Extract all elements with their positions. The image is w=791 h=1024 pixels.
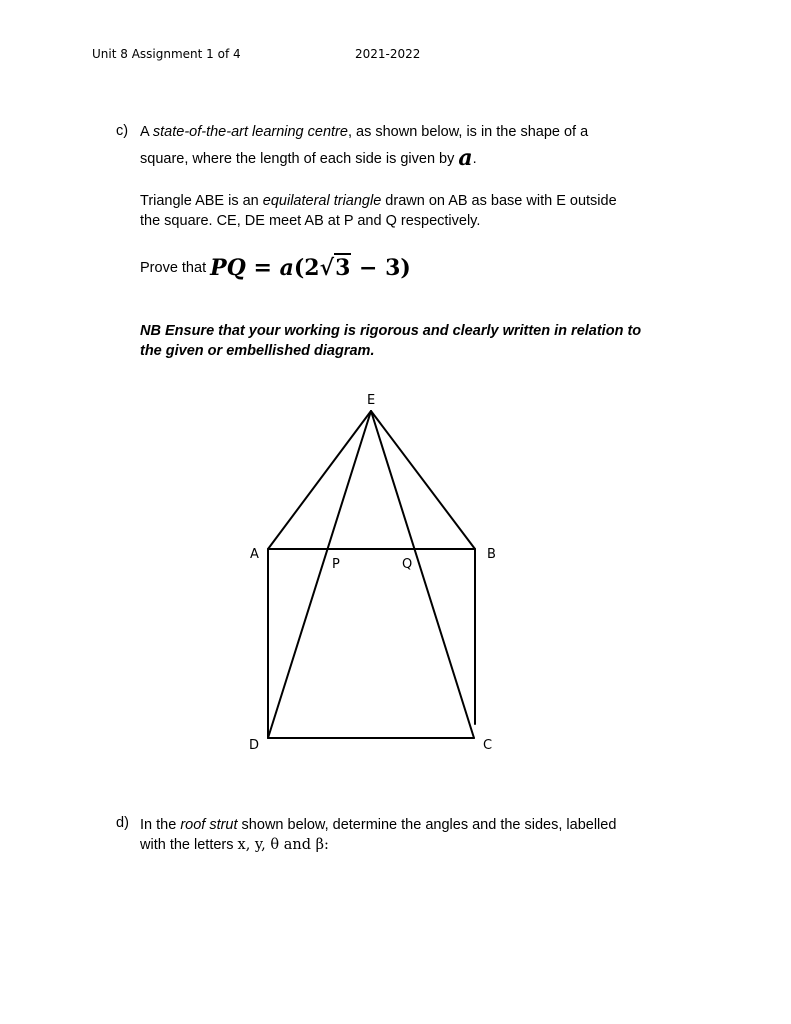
variables-list: x, y, θ and β: xyxy=(237,837,329,853)
part-c-para2-line2: the square. CE, DE meet AB at P and Q respectively. xyxy=(140,213,481,229)
part-d-line2 xyxy=(140,835,329,855)
text-segment: Triangle ABE is an xyxy=(140,193,263,209)
italic-term: equilateral triangle xyxy=(262,193,382,209)
text-segment: square, where the length of each side is given by xyxy=(140,151,459,167)
header-unit-title: Unit 8 Assignment 1 of 4 xyxy=(92,47,241,61)
vertex-label-C: C xyxy=(483,738,493,753)
radicand: 3 xyxy=(335,255,351,282)
text-segment: . xyxy=(472,151,477,167)
text-segment: A xyxy=(140,124,153,140)
part-d-label: d) xyxy=(116,815,129,831)
nb-line2: the given or embellished diagram. xyxy=(140,343,375,359)
sqrt-sign: √ xyxy=(319,255,335,282)
formula-lhs: PQ xyxy=(210,255,246,282)
vertex-label-P: P xyxy=(332,557,340,572)
segment-BE xyxy=(371,411,475,549)
vertex-label-B: B xyxy=(487,547,496,562)
segment-DE xyxy=(268,411,371,738)
formula-equals: = xyxy=(245,255,280,282)
part-c-label: c) xyxy=(116,123,129,139)
segment-AE xyxy=(268,411,371,549)
text-segment: with the letters xyxy=(140,837,238,853)
segment-CE xyxy=(371,411,474,738)
nb-line1: NB Ensure that your working is rigorous and clearly written in relation to xyxy=(140,323,642,339)
text-segment: In the xyxy=(140,817,181,833)
formula-a: a xyxy=(279,255,294,282)
italic-term: roof strut xyxy=(180,817,238,833)
vertex-label-Q: Q xyxy=(402,557,413,572)
vertex-label-A: A xyxy=(250,547,259,562)
formula-open: (2 xyxy=(293,255,320,282)
italic-term: state-of-the-art learning centre xyxy=(152,124,348,140)
prove-text: Prove that xyxy=(140,260,211,276)
part-d-line1 xyxy=(140,815,616,835)
variable-a: a xyxy=(458,145,473,171)
header-year: 2021-2022 xyxy=(355,47,421,61)
vertex-label-D: D xyxy=(249,738,260,753)
text-segment: drawn on AB as base with E outside xyxy=(381,193,617,209)
formula-rest: − 3) xyxy=(351,255,411,282)
text-segment: , as shown below, is in the shape of a xyxy=(347,124,589,140)
text-segment: shown below, determine the angles and the sides, labelled xyxy=(237,817,617,833)
vertex-label-E: E xyxy=(367,393,376,408)
